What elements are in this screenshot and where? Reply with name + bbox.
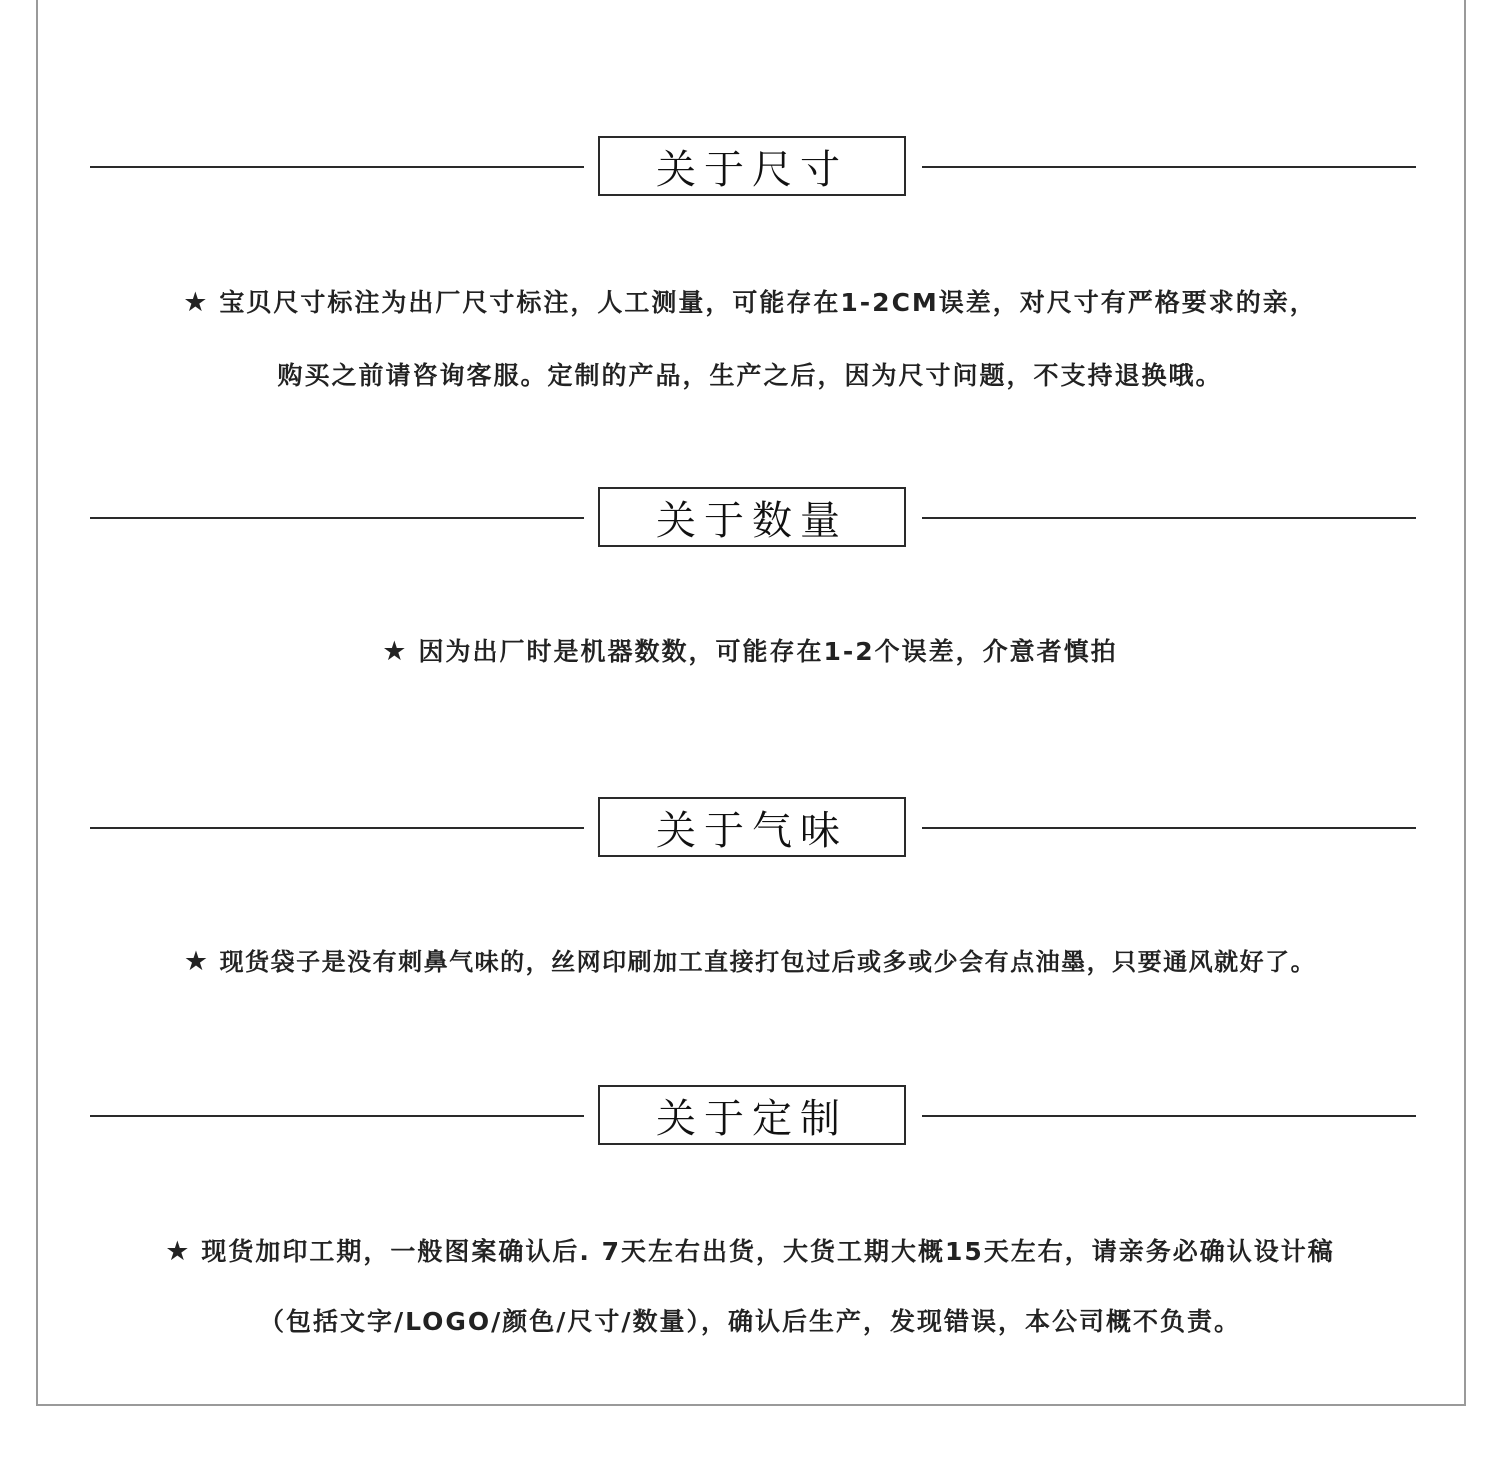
star-icon: ★ (183, 287, 210, 318)
divider-line-right (922, 1115, 1416, 1117)
section-text-size-line-2 (40, 356, 1460, 392)
divider-line-left (90, 517, 584, 519)
section-text-custom-line-1 (40, 1232, 1460, 1268)
divider-line-right (922, 166, 1416, 168)
section-title-size: 关于尺寸 (598, 136, 906, 196)
star-icon: ★ (165, 1236, 192, 1267)
section-header-smell (0, 797, 1500, 859)
section-text: 因为出厂时是机器数数，可能存在1-2个误差，介意者慎拍 (418, 637, 1118, 666)
section-text: 宝贝尺寸标注为出厂尺寸标注，人工测量，可能存在1-2CM误差，对尺寸有严格要求的亲， (219, 288, 1317, 317)
divider-line-left (90, 1115, 584, 1117)
section-text: 现货加印工期，一般图案确认后. 7天左右出货，大货工期大概15天左右，请亲务必确认设计稿 (201, 1237, 1335, 1266)
divider-line-left (90, 827, 584, 829)
section-title-custom: 关于定制 (598, 1085, 906, 1145)
section-text-size-line-1 (40, 283, 1460, 319)
star-icon: ★ (183, 946, 210, 977)
section-title-smell: 关于气味 (598, 797, 906, 857)
section-text-smell-line-1 (40, 942, 1460, 977)
divider-line-right (922, 517, 1416, 519)
section-text: （包括文字/LOGO/颜色/尺寸/数量），确认后生产，发现错误，本公司概不负责。 (258, 1307, 1242, 1336)
star-icon: ★ (382, 636, 409, 667)
section-text: 购买之前请咨询客服。定制的产品，生产之后，因为尺寸问题，不支持退换哦。 (277, 361, 1223, 390)
section-text-custom-line-2 (40, 1302, 1460, 1338)
section-text: 现货袋子是没有刺鼻气味的，丝网印刷加工直接打包过后或多或少会有点油墨，只要通风就好了。 (219, 948, 1317, 976)
section-title-quantity: 关于数量 (598, 487, 906, 547)
divider-line-right (922, 827, 1416, 829)
section-header-quantity (0, 487, 1500, 549)
section-header-custom (0, 1085, 1500, 1147)
section-text-quantity-line-1 (40, 632, 1460, 668)
divider-line-left (90, 166, 584, 168)
section-header-size (0, 136, 1500, 198)
page-frame (36, 0, 1466, 1406)
